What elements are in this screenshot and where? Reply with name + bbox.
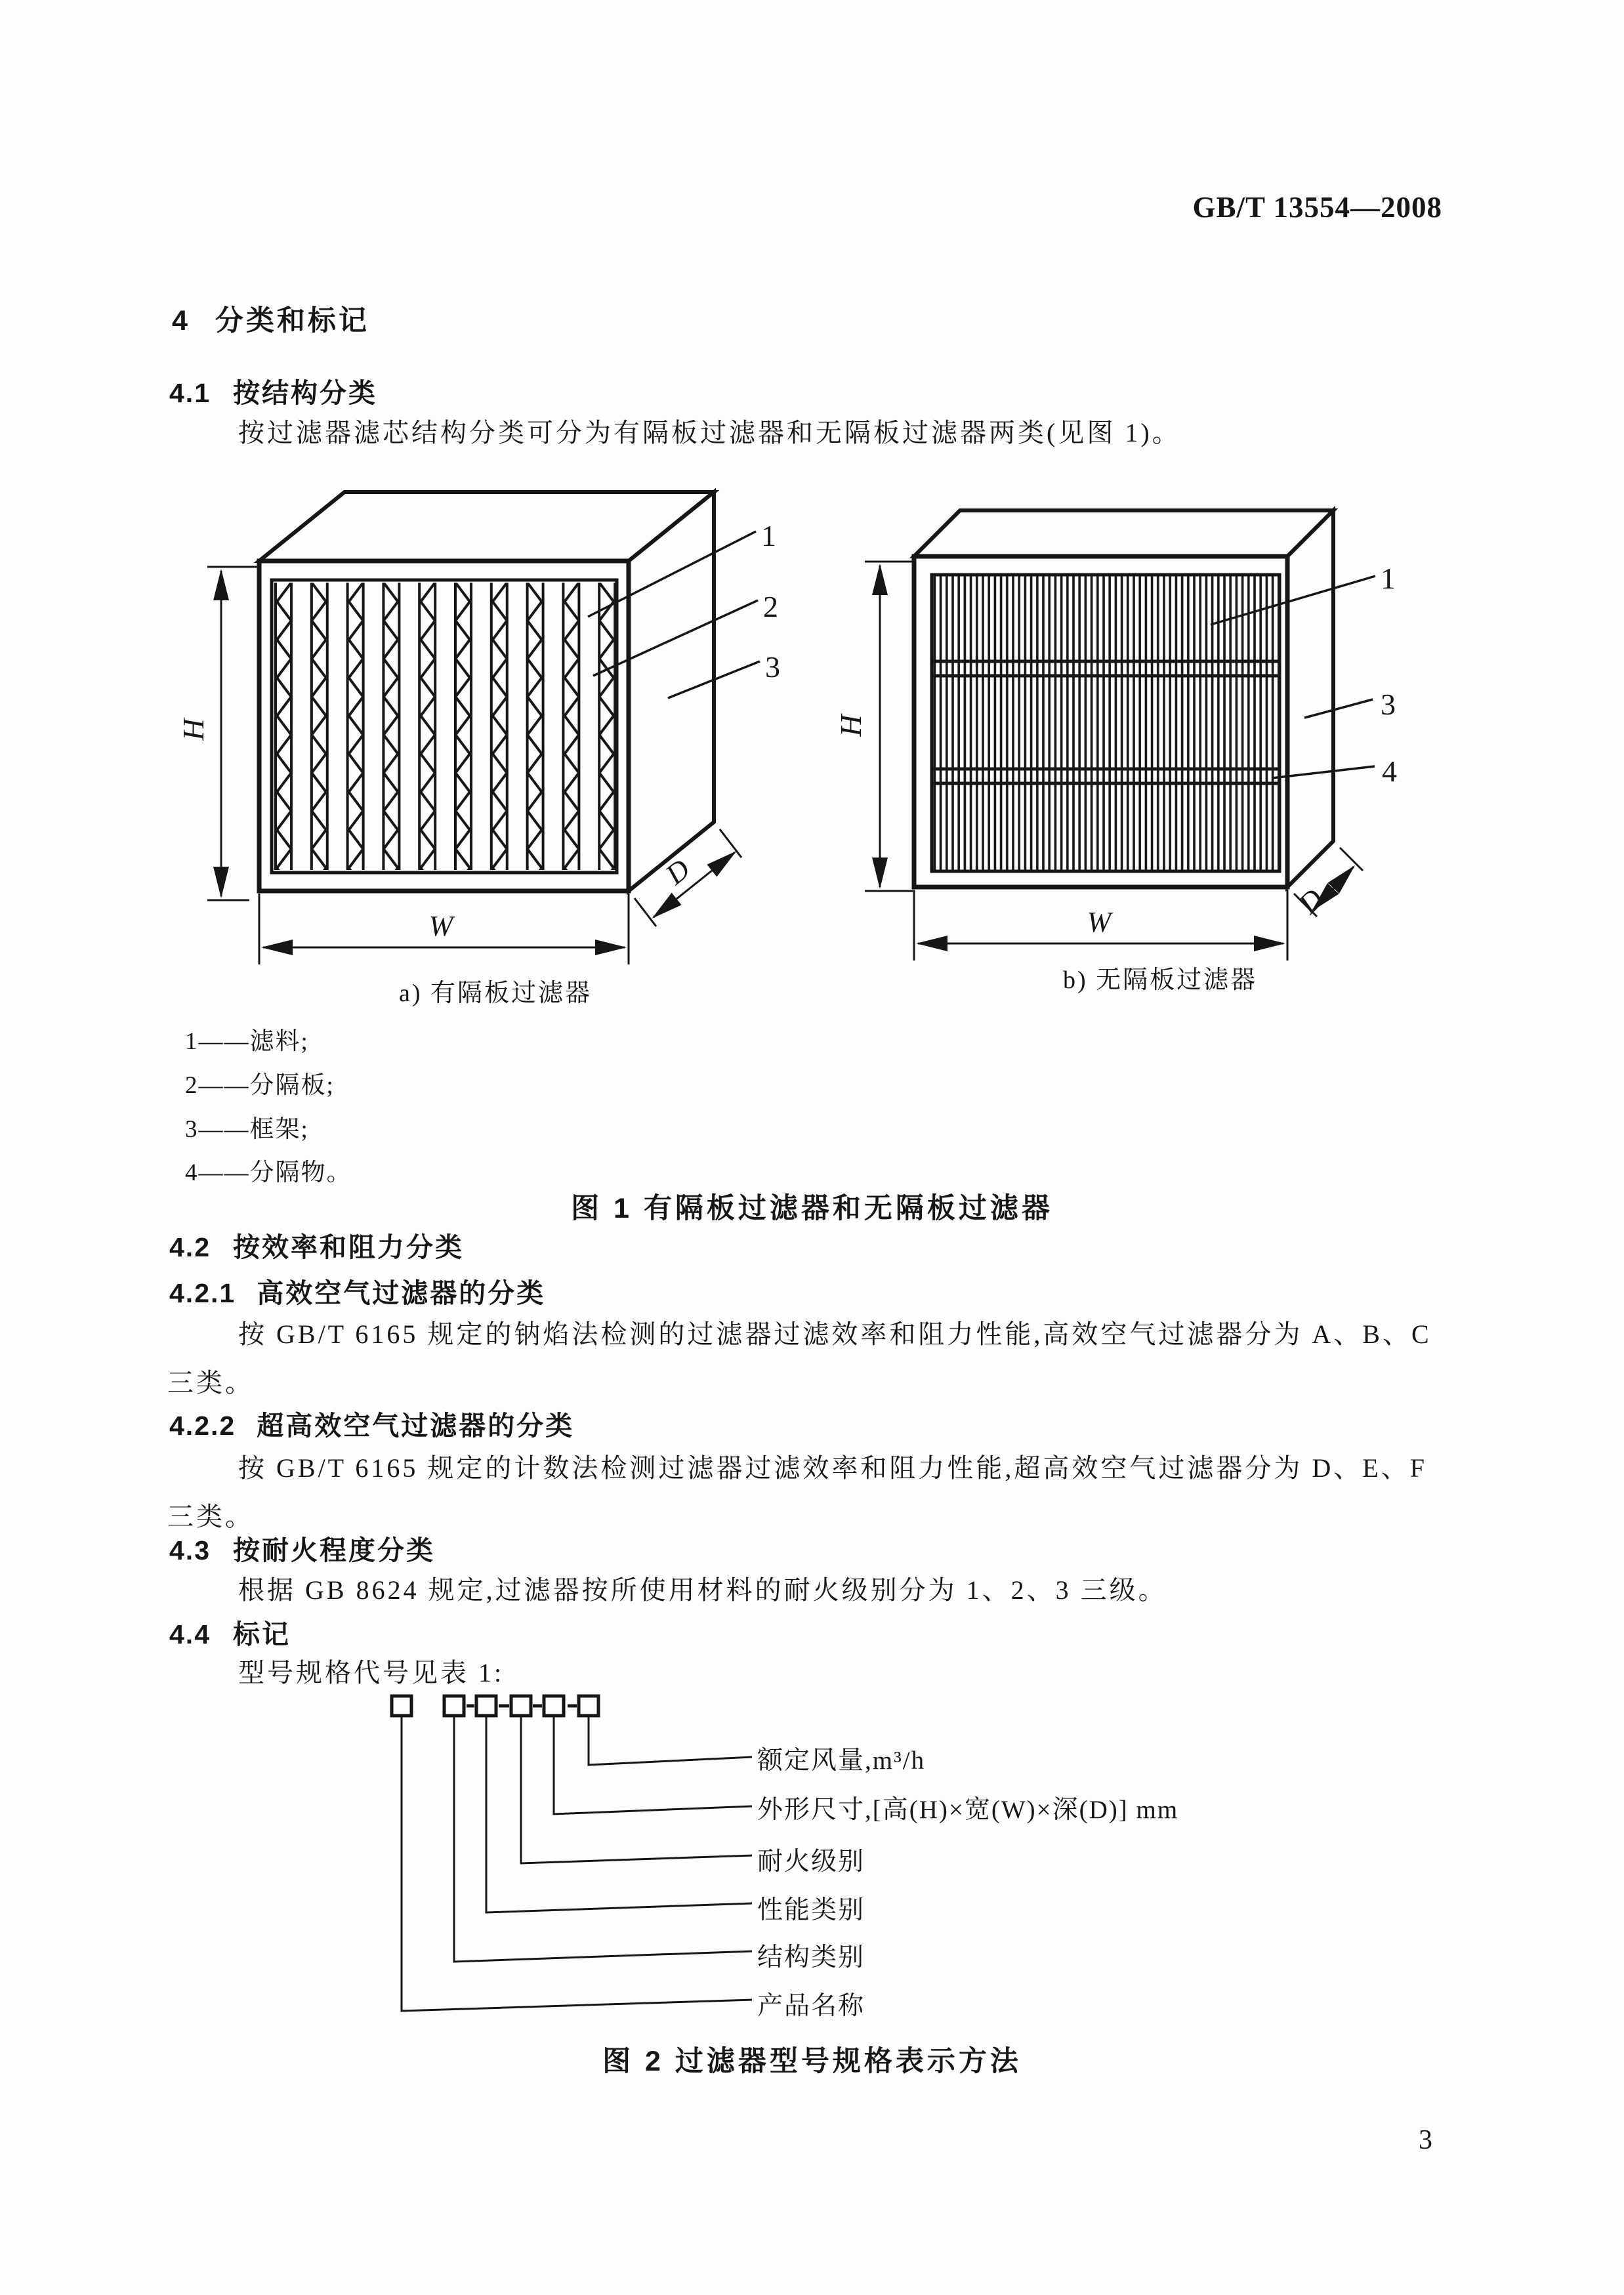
figure1-subcaption-a: a) 有隔板过滤器	[399, 980, 593, 1007]
fig2-leader-lines	[402, 1716, 752, 2011]
section-4-2-1-line2: 三类。	[167, 1368, 254, 1397]
fig-a-side-face	[629, 492, 714, 891]
figure1-legend-item-1: 1——滤料;	[185, 1028, 309, 1055]
figure2-label-fire-resistance-class: 耐火级别	[757, 1848, 865, 1876]
section-4-2-2-line1: 按 GB/T 6165 规定的计数法检测过滤器过滤效率和阻力性能,超高效空气过滤器分为 D、E、F	[238, 1453, 1427, 1483]
section-4-4-paragraph: 型号规格代号见表 1:	[238, 1658, 505, 1687]
section-4-2-2-line2: 三类。	[167, 1502, 254, 1531]
fig-a-label-h: H	[177, 718, 210, 741]
figure1-a-drawing	[177, 492, 780, 964]
section-4-3-heading	[169, 1529, 435, 1567]
section-4-number: 4	[172, 305, 189, 337]
section-4-2-1-title: 高效空气过滤器的分类	[257, 1278, 546, 1308]
figure1-legend-item-2: 2——分隔板;	[185, 1072, 335, 1099]
figure2-drawing	[392, 1696, 752, 2011]
figure1-subcaption-b: b) 无隔板过滤器	[1063, 966, 1258, 994]
section-4-4-title: 标记	[233, 1619, 291, 1649]
figure2-caption: 图 2 过滤器型号规格表示方法	[602, 2046, 1022, 2077]
fig-a-callout-3: 3	[765, 650, 780, 684]
section-4-3-paragraph: 根据 GB 8624 规定,过滤器按所使用材料的耐火级别分为 1、2、3 三级。	[238, 1575, 1167, 1605]
section-4-title: 分类和标记	[215, 305, 369, 337]
fig-b-callout-1: 1	[1381, 562, 1396, 595]
page-number: 3	[1419, 2125, 1432, 2155]
fig-b-top-face	[914, 510, 1333, 556]
figure2-label-product-name: 产品名称	[757, 1992, 865, 2020]
fig-a-dim-h	[207, 567, 258, 900]
fig-b-label-w: W	[1087, 906, 1112, 938]
fig-a-callout-2: 2	[763, 590, 778, 623]
section-4-4-number: 4.4	[169, 1619, 211, 1649]
figure2-label-rated-airflow: 额定风量,m³/h	[757, 1747, 926, 1775]
section-4-2-1-number: 4.2.1	[169, 1278, 236, 1308]
section-4-4-heading	[169, 1613, 291, 1651]
fig2-code-boxes	[392, 1696, 598, 1716]
fig-b-label-h: H	[834, 714, 867, 737]
section-4-2-heading	[169, 1226, 464, 1264]
fig-a-pleated-media	[274, 583, 616, 870]
section-4-1-number: 4.1	[169, 378, 211, 408]
fig-a-callout-1: 1	[761, 519, 776, 552]
figure2-label-performance-class: 性能类别	[757, 1896, 865, 1924]
section-4-2-2-number: 4.2.2	[169, 1411, 236, 1441]
fig-b-callout-4: 4	[1382, 755, 1397, 788]
standard-code-header: GB/T 13554—2008	[1192, 191, 1442, 224]
figure2-label-dimensions: 外形尺寸,[高(H)×宽(W)×深(D)] mm	[757, 1796, 1179, 1824]
fig-b-side-face	[1287, 510, 1333, 887]
section-4-3-number: 4.3	[169, 1535, 211, 1565]
section-4-1-title: 按结构分类	[233, 378, 377, 408]
section-4-1-heading	[169, 371, 377, 410]
fig-a-label-d: D	[659, 852, 696, 891]
figure2-label-structure-class: 结构类别	[757, 1943, 865, 1972]
fig-b-callout-3: 3	[1381, 688, 1396, 721]
figure1-b-drawing	[834, 510, 1397, 961]
section-4-2-number: 4.2	[169, 1232, 211, 1262]
section-4-1-paragraph: 按过滤器滤芯结构分类可分为有隔板过滤器和无隔板过滤器两类(见图 1)。	[238, 418, 1181, 447]
section-4-3-title: 按耐火程度分类	[233, 1535, 435, 1565]
fig-b-label-d: D	[1292, 882, 1330, 920]
section-4-2-1-heading	[169, 1272, 545, 1310]
fig-b-dim-h	[865, 562, 913, 891]
section-4-2-2-title: 超高效空气过滤器的分类	[257, 1411, 575, 1441]
section-4-2-1-line1: 按 GB/T 6165 规定的钠焰法检测的过滤器过滤效率和阻力性能,高效空气过滤器分为 A、B、C	[238, 1319, 1432, 1349]
section-4-2-title: 按效率和阻力分类	[233, 1232, 464, 1262]
section-4-2-2-heading	[169, 1404, 574, 1443]
figure1-caption: 图 1 有隔板过滤器和无隔板过滤器	[571, 1193, 1053, 1224]
figure1-legend-item-3: 3——框架;	[185, 1116, 309, 1143]
section-4-heading	[172, 299, 369, 339]
fig-a-label-w: W	[428, 910, 453, 942]
figure1-legend-item-4: 4——分隔物。	[185, 1159, 352, 1186]
